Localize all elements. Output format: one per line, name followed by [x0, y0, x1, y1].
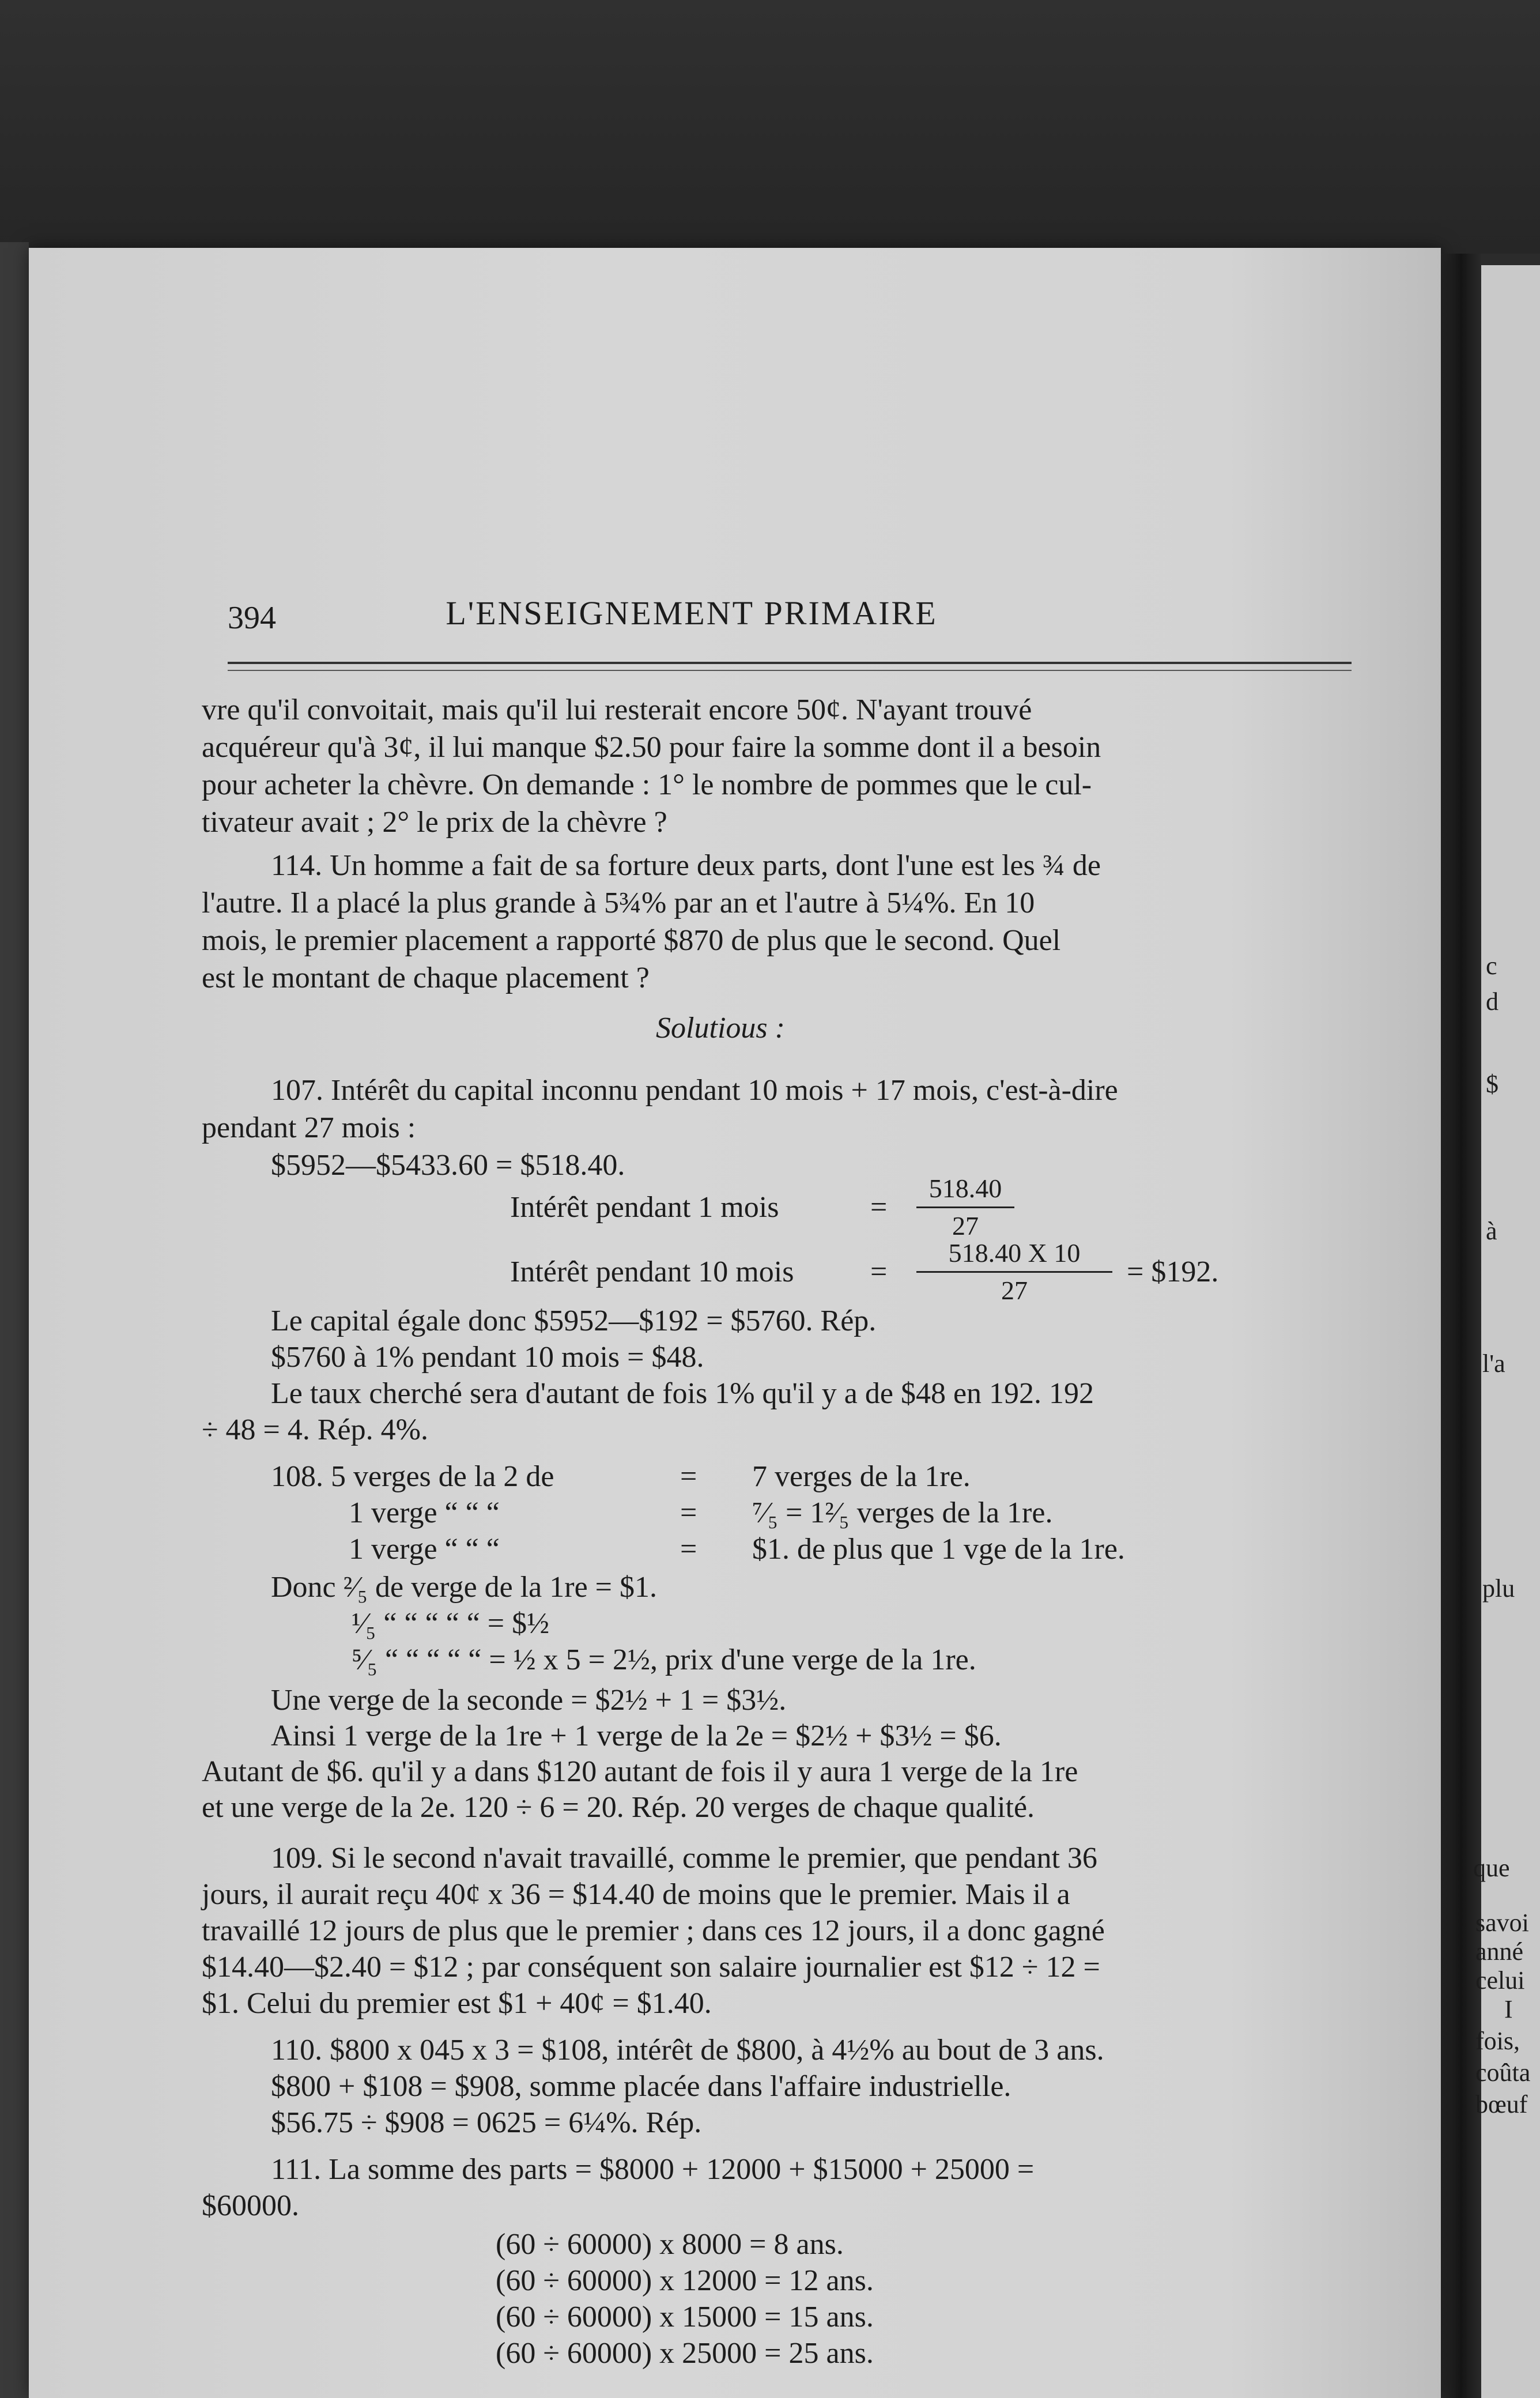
adjacent-fragment: celui — [1475, 1966, 1525, 1994]
solution-107-line: Le taux cherché sera d'autant de fois 1% qu'il y a de $48 en 192. 192 — [271, 1377, 1094, 1410]
solution-109-line: $1. Celui du premier est $1 + 40¢ = $1.40. — [202, 1987, 712, 2020]
solution-111-table-row: (60 ÷ 60000) x 25000 = 25 ans. — [496, 2337, 874, 2370]
adjacent-fragment: c — [1486, 952, 1497, 980]
solution-109-line: 109. Si le second n'avait travaillé, comme le premier, que pendant 36 — [271, 1842, 1097, 1875]
scan-background-left — [0, 242, 29, 2398]
adjacent-fragment: d — [1486, 987, 1499, 1016]
adjacent-fragment: que — [1473, 1854, 1510, 1882]
text-line: vre qu'il convoitait, mais qu'il lui resterait encore 50¢. N'ayant trouvé — [202, 693, 1032, 726]
solution-107-line: 107. Intérêt du capital inconnu pendant 10 mois + 17 mois, c'est-à-dire — [271, 1074, 1118, 1107]
text-line: pour acheter la chèvre. On demande : 1° le nombre de pommes que le cul- — [202, 768, 1092, 801]
equation-label: Intérêt pendant 1 mois — [510, 1191, 779, 1224]
fraction-bar — [916, 1206, 1014, 1208]
solution-108-row: 1 verge “ “ “ — [349, 1496, 500, 1529]
header-rule — [228, 670, 1352, 671]
solution-111-line: 111. La somme des parts = $8000 + 12000 + $15000 + 25000 = — [271, 2153, 1035, 2186]
page-number: 394 — [228, 600, 276, 636]
solution-108-row: 108. 5 verges de la 2 de — [271, 1460, 554, 1493]
solution-107-line: Le capital égale donc $5952—$192 = $5760. Rép. — [271, 1304, 877, 1337]
problem-114-line: l'autre. Il a placé la plus grande à 5¾% par an et l'autre à 5¼%. En 10 — [202, 887, 1035, 919]
solution-108-line: Ainsi 1 verge de la 1re + 1 verge de la 2e = $2½ + $3½ = $6. — [271, 1720, 1002, 1752]
equals-sign: = — [680, 1460, 697, 1493]
solution-107-line: $5952—$5433.60 = $518.40. — [271, 1149, 625, 1182]
solution-108-line: Une verge de la seconde = $2½ + 1 = $3½. — [271, 1684, 787, 1717]
fraction-bar — [916, 1271, 1112, 1273]
adjacent-fragment: anné — [1475, 1937, 1524, 1966]
equals-sign: = — [680, 1496, 697, 1529]
adjacent-page-edge — [1473, 265, 1540, 2398]
running-head: L'ENSEIGNEMENT PRIMAIRE — [446, 594, 938, 632]
equals-sign: = — [870, 1255, 888, 1288]
solution-108-line: ¹⁄₅ “ “ “ “ “ = $½ — [352, 1607, 550, 1640]
solution-109-line: jours, il aurait reçu 40¢ x 36 = $14.40 de moins que le premier. Mais il a — [202, 1878, 1070, 1911]
equals-sign: = — [680, 1533, 697, 1566]
solution-108-line: et une verge de la 2e. 120 ÷ 6 = 20. Rép. 20 verges de chaque qualité. — [202, 1791, 1035, 1824]
solution-110-line: $56.75 ÷ $908 = 0625 = 6¼%. Rép. — [271, 2106, 702, 2139]
denominator: 27 — [1001, 1276, 1028, 1305]
solution-108-line: ⁵⁄₅ “ “ “ “ “ = ½ x 5 = 2½, prix d'une verge de la 1re. — [352, 1643, 976, 1676]
solution-111-table-row: (60 ÷ 60000) x 12000 = 12 ans. — [496, 2264, 874, 2297]
adjacent-fragment: bœuf — [1475, 2090, 1528, 2118]
adjacent-fragment: coûta — [1475, 2058, 1531, 2087]
solution-107-line: pendant 27 mois : — [202, 1111, 416, 1144]
solution-111-line: $60000. — [202, 2189, 299, 2222]
equals-sign: = — [870, 1191, 888, 1224]
book-page — [29, 248, 1441, 2398]
problem-114-line: mois, le premier placement a rapporté $870 de plus que le second. Quel — [202, 924, 1061, 957]
solution-108-row: 1 verge “ “ “ — [349, 1533, 500, 1566]
scan-background-top — [0, 0, 1540, 254]
solution-110-line: $800 + $108 = $908, somme placée dans l'affaire industrielle. — [271, 2070, 1011, 2103]
solution-109-line: travaillé 12 jours de plus que le premier ; dans ces 12 jours, il a donc gagné — [202, 1914, 1105, 1947]
adjacent-fragment: I — [1504, 1995, 1513, 2023]
solution-110-line: 110. $800 x 045 x 3 = $108, intérêt de $800, à 4½% au bout de 3 ans. — [271, 2034, 1104, 2067]
fraction — [916, 1238, 1112, 1306]
problem-114-line: 114. Un homme a fait de sa forture deux parts, dont l'une est les ¾ de — [271, 849, 1101, 882]
solution-108-line: Autant de $6. qu'il y a dans $120 autant de fois il y aura 1 verge de la 1re — [202, 1755, 1078, 1788]
equation-label: Intérêt pendant 10 mois — [510, 1255, 794, 1288]
adjacent-fragment: l'a — [1482, 1349, 1505, 1378]
adjacent-fragment: fois, — [1475, 2027, 1520, 2055]
problem-114-line: est le montant de chaque placement ? — [202, 962, 650, 994]
solution-107-line: $5760 à 1% pendant 10 mois = $48. — [271, 1341, 704, 1374]
denominator: 27 — [952, 1211, 979, 1241]
numerator: 518.40 X 10 — [948, 1238, 1081, 1268]
fraction — [916, 1173, 1014, 1242]
solution-108-row: $1. de plus que 1 vge de la 1re. — [752, 1533, 1125, 1566]
text-line: tivateur avait ; 2° le prix de la chèvre ? — [202, 806, 667, 839]
solution-111-table-row: (60 ÷ 60000) x 15000 = 15 ans. — [496, 2301, 874, 2333]
solution-108-row: ⁷⁄₅ = 1²⁄₅ verges de la 1re. — [752, 1496, 1053, 1529]
adjacent-fragment: savoi — [1475, 1909, 1529, 1937]
numerator: 518.40 — [928, 1174, 1002, 1203]
adjacent-fragment: plu — [1482, 1574, 1515, 1603]
solutions-heading: Solutious : — [656, 1012, 785, 1045]
header-rule — [228, 662, 1352, 664]
adjacent-fragment: à — [1486, 1217, 1497, 1245]
solution-108-line: Donc ²⁄₅ de verge de la 1re = $1. — [271, 1571, 657, 1604]
solution-107-line: ÷ 48 = 4. Rép. 4%. — [202, 1413, 428, 1446]
solution-111-table-row: (60 ÷ 60000) x 8000 = 8 ans. — [496, 2228, 844, 2261]
text-line: acquéreur qu'à 3¢, il lui manque $2.50 pour faire la somme dont il a besoin — [202, 731, 1101, 764]
solution-108-row: 7 verges de la 1re. — [752, 1460, 971, 1493]
adjacent-fragment: $ — [1486, 1070, 1499, 1098]
solution-109-line: $14.40—$2.40 = $12 ; par conséquent son salaire journalier est $12 ÷ 12 = — [202, 1951, 1100, 1984]
equation-result: = $192. — [1127, 1255, 1219, 1288]
